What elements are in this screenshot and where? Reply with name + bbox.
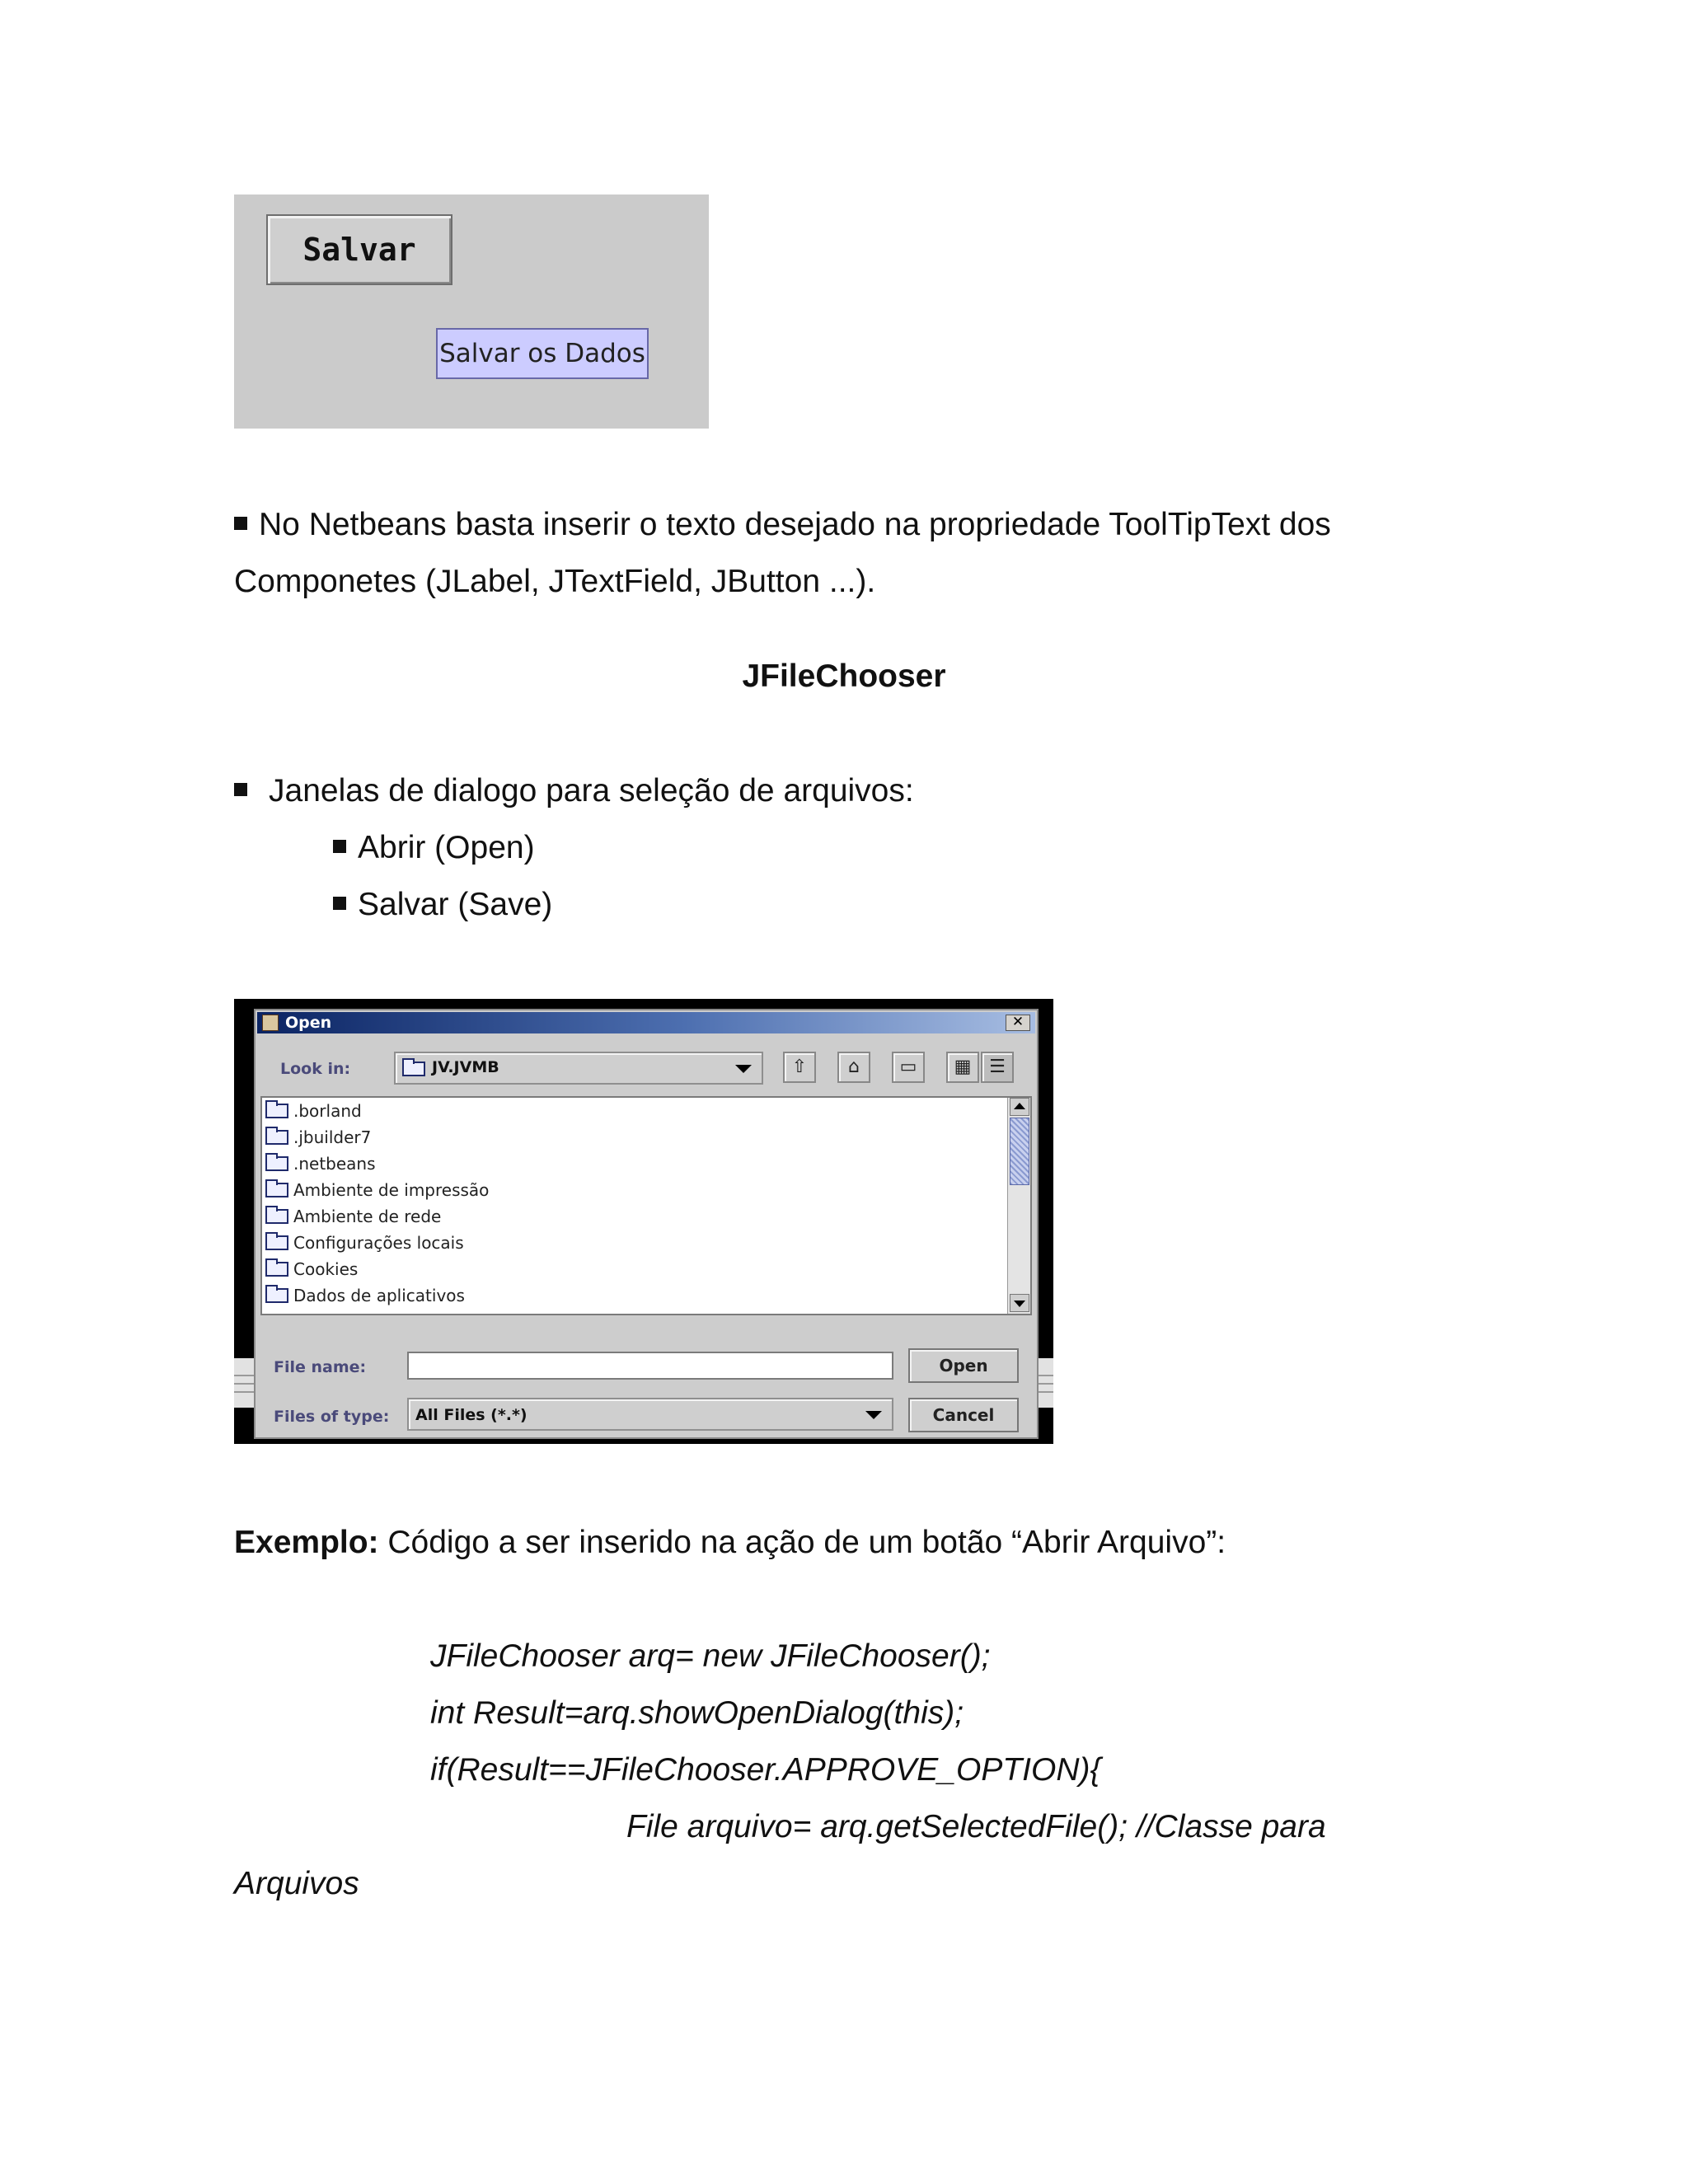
- details-view-icon: ☰: [989, 1057, 1006, 1077]
- files-of-type-label: Files of type:: [274, 1408, 390, 1426]
- folder-icon: [265, 1130, 288, 1145]
- file-name-input[interactable]: [407, 1352, 893, 1380]
- intro-line-2: Componetes (JLabel, JTextField, JButton ...).: [234, 564, 876, 599]
- new-folder-button[interactable]: [892, 1052, 925, 1083]
- list-item-label: .netbeans: [293, 1154, 376, 1174]
- look-in-label: Look in:: [280, 1060, 351, 1078]
- folder-icon: [265, 1209, 288, 1224]
- bullet-sub-open: [333, 828, 535, 868]
- intro-text-1: No Netbeans basta inserir o texto desejado na propriedade ToolTipText dos: [259, 507, 1331, 542]
- folder-icon: [265, 1235, 288, 1250]
- chevron-down-icon: [1014, 1301, 1025, 1307]
- new-folder-icon: ▭: [899, 1057, 917, 1077]
- vertical-scrollbar[interactable]: [1007, 1098, 1031, 1314]
- list-item[interactable]: [265, 1256, 358, 1282]
- home-button[interactable]: [837, 1052, 870, 1083]
- file-list[interactable]: [260, 1096, 1032, 1315]
- folder-icon: [402, 1062, 425, 1076]
- files-of-type-value: All Files (*.*): [415, 1406, 528, 1424]
- bullet-square-icon: [333, 840, 346, 853]
- example-text: Código a ser inserido na ação de um botão “Abrir Arquivo”:: [378, 1525, 1226, 1560]
- bullet-main-text: Janelas de dialogo para seleção de arquivos:: [269, 773, 914, 808]
- up-folder-icon: ⇧: [791, 1057, 808, 1077]
- list-item-label: Configurações locais: [293, 1233, 464, 1253]
- dialog-titlebar: [257, 1012, 1035, 1033]
- open-button[interactable]: Open: [908, 1348, 1019, 1383]
- scroll-up-button[interactable]: [1010, 1098, 1029, 1116]
- list-view-icon: ▦: [954, 1057, 972, 1077]
- details-view-button[interactable]: [981, 1052, 1014, 1083]
- java-cup-icon: [262, 1015, 279, 1031]
- example-line: [234, 1523, 1226, 1563]
- scroll-down-button[interactable]: [1010, 1294, 1029, 1312]
- list-item[interactable]: [265, 1177, 489, 1203]
- bullet-square-icon: [234, 517, 247, 530]
- chevron-up-icon: [1014, 1103, 1025, 1109]
- folder-icon: [265, 1288, 288, 1303]
- list-item-label: Ambiente de impressão: [293, 1180, 490, 1200]
- list-view-button[interactable]: [946, 1052, 979, 1083]
- scroll-thumb[interactable]: [1010, 1118, 1029, 1185]
- list-item[interactable]: [265, 1098, 362, 1124]
- chevron-down-icon: [735, 1065, 752, 1073]
- code-line: int Result=arq.showOpenDialog(this);: [430, 1695, 964, 1731]
- salvar-button[interactable]: Salvar: [266, 214, 452, 285]
- bullet-square-icon: [234, 783, 247, 796]
- file-name-label: File name:: [274, 1358, 367, 1376]
- folder-icon: [265, 1156, 288, 1171]
- list-item[interactable]: [265, 1230, 464, 1256]
- home-icon: ⌂: [848, 1057, 860, 1077]
- code-line: Arquivos: [234, 1866, 359, 1901]
- list-item[interactable]: [265, 1124, 371, 1151]
- tooltip-demo-screenshot: [234, 194, 709, 429]
- code-line: if(Result==JFileChooser.APPROVE_OPTION){: [430, 1752, 1101, 1788]
- bullet-square-icon: [333, 897, 346, 910]
- look-in-value: JV.JVMB: [432, 1058, 499, 1076]
- chevron-down-icon: [865, 1411, 882, 1419]
- intro-line-1: [234, 505, 1331, 545]
- list-item-label: Dados de aplicativos: [293, 1286, 465, 1305]
- folder-icon: [265, 1262, 288, 1277]
- list-item-label: Cookies: [293, 1259, 359, 1279]
- folder-icon: [265, 1183, 288, 1197]
- bullet-sub-save: [333, 885, 552, 925]
- cancel-button[interactable]: Cancel: [908, 1398, 1019, 1432]
- bullet-main: [234, 771, 914, 811]
- close-button[interactable]: ✕: [1006, 1015, 1030, 1031]
- example-label: Exemplo:: [234, 1525, 379, 1560]
- dialog-title: Open: [285, 1014, 332, 1032]
- code-line: File arquivo= arq.getSelectedFile(); //Classe para: [626, 1809, 1326, 1844]
- list-item[interactable]: [265, 1282, 465, 1309]
- code-line: JFileChooser arq= new JFileChooser();: [430, 1638, 991, 1674]
- list-item[interactable]: [265, 1203, 441, 1230]
- list-item[interactable]: [265, 1151, 376, 1177]
- list-item-label: .borland: [293, 1101, 362, 1121]
- section-title: JFileChooser: [742, 658, 946, 694]
- tooltip-popup: Salvar os Dados: [436, 328, 649, 379]
- folder-icon: [265, 1104, 288, 1118]
- list-item-label: Ambiente de rede: [293, 1207, 442, 1226]
- file-chooser-screenshot: [234, 999, 1053, 1444]
- bullet-sub-text: Abrir (Open): [358, 830, 535, 865]
- look-in-combo[interactable]: [394, 1052, 763, 1085]
- bullet-sub-text: Salvar (Save): [358, 887, 553, 922]
- list-item-label: .jbuilder7: [293, 1127, 372, 1147]
- up-folder-button[interactable]: [783, 1052, 816, 1083]
- open-dialog: [254, 1009, 1039, 1439]
- files-of-type-combo[interactable]: [407, 1398, 893, 1431]
